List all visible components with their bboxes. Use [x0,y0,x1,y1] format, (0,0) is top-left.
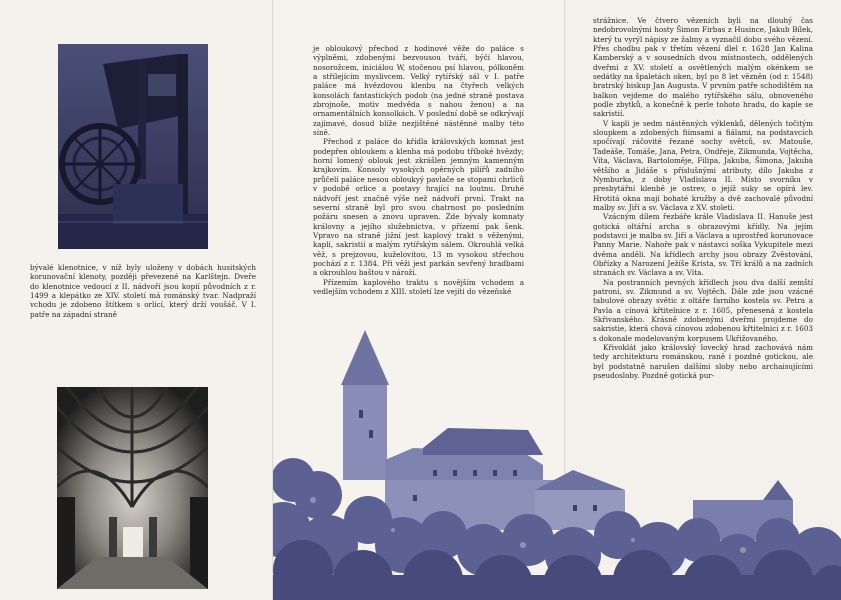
treadwheel-photo [58,44,208,249]
paragraph: bývalé klenotnice, v níž byly uloženy v dobách husitských korunovační klenoty, později převezené na Karlštejn. Dveře do klenotnice vedoucí z II. nádvoří jsou kopií původních z r. 1499 a klepátko ze XIV. století má románský tvar. Nadpraží vchodu je zdobeno štítkem s orlicí, který drží voušáč. V I. patře na západní straně [30,263,256,319]
castle-illustration [273,330,841,600]
paragraph: Přízemím kaplového traktu s novějším vchodem a vedlejším vchodem z XIII. století lze vejíti do vězeňské [313,277,524,296]
left-panel [0,0,273,600]
paragraph: Křivoklát jako královský lovecký hrad zachovává nám tedy architekturu románskou, raně i pozdně gotickou, ale byl podstatně narušen dalšími sloby nebo archaisujícími pseudosloby. Pozdně gotická pur- [593,343,813,381]
middle-text-block [313,44,524,296]
paragraph: strážnice. Ve čtvero vězeních byli na dlouhý čas nedobrovolnými hosty Šimon Firbas z Husince, Jakub Bílek, který tu vyrýl nápisy ze žalmy a vyznačil dobu svého vězení. Přes chodbu pak v třetím vězení dlel r. 1628 Jan Kalina Kamberský a v sousedních dvou místnostech, oddělených dveřmi z XV. století a osvětlených malým okénkem se sedátky na špaletách oken, byl po 8 let vězněn (od r. 1548) bratrský biskup Jan Augusta. V prvním patře schodištěm na balkon vejdeme do malého rytířského sálu, obnoveného podle zbytků, a konečně k perle tohoto hradu, do kaple se sakristií. [593,16,813,119]
paragraph: je obloukový přechod z hodinové věže do paláce s výplněmi, zdobenými bezvousou tváří, býčí hlavou, nosorožcem, iniciálou W, stočenou psí hlavou, pólkoněm a střílejícím myslivcem. Velký rytířský sál v I. patře paláce má hvězdovou klenbu na čtyřech velkých konsolách fantastických podob (na jedné straně postava zbrojnoše, motiv medvěda s nahou ženou) a na ornamentálních konsolkách. V poslední době se odkrývají zajímavé, dosud blíže nezjištěné nástěnné malby této síně. [313,44,524,138]
paragraph: Přechod z paláce do křídla královských komnat jest podepřen obloukem a klenba má podobu tříboké hvězdy; horní lomený oblouk jest zkrášlen jemným kamenným krajkovím. Konsoly vysokých opěrných pilířů zadního průčelí paláce nesou obloukyý pavlače se stopami chrliců v podobě orlice a postavy hrající na loutnu. Druhé nádvoří jest značně výše než nádvoří první. Trakt na severní straně byl pro svou chatrnost po posledním požáru snesen a znovu upraven. Zde bývaly komnaty královny a jejího služebnictva, v přízemí pak šenk. Vpravo na straně jižní jest kaplový trakt s věženými, kaplí, sakristií a malým rytířským sálem. Okrouhlá velká věž, s prejzovou, kuželovitou, 13 m vysokou střechou pochází z r. 1384. Při věži jest parkán sevřený hradbami a okrouhlou baštou v nároží. [313,137,524,278]
paragraph: Vzácným dílem řezbáře krále Vladislava II. Hanuše jest gotická oltářní archa s obrazovými křídly. Na jejím podstavci je malba sv. Jiří a Václava a uprostřed korunovace Panny Marie. Nahoře pak v nástavci soška Vykupitele mezi dvěma anděli. Na křídlech archy jsou obrazy Zvěstování, Obřízky a Narození Ježíše Krista, sv. Tří králů a na zadních stranách sv. Václava a sv. Víta. [593,212,813,278]
paragraph: V kapli je sedm nástěnných výklenků, dělených točitým sloupkem a zdobených fiímsami a fiálami, na podstavcích spočívají ráčovité řezané sochy světců, sv. Matouše, Tadeáše, Tomáše, Jana, Petra, Ondřeje, Zikmunda, Vojtěcha, Víta, Václava, Bartoloměje, Filipa, Jakuba, Šimona, Jakuba většího a Jidáše s příslušnými atributy, dílo Jakuba z Nymburka, z doby Vladislava II. Místo svorníku v presbytářní klenbě je ostrev, o jejíž suky se opírá lev. Hrotitá okna mají bohaté kružby a dvě zachovalé původní malby sv. Jiří a sv. Václava z XV. století. [593,118,813,212]
right-text-block [593,16,813,380]
vaulted-hall-photo [57,387,208,589]
paragraph: Na postranních pevných křídlech jsou dva další zemští patroni, sv. Zikmund a sv. Vojtěch. Dále zde jsou vzácné tabulové obrazy světic z oltáře farního kostela sv. Petra a Pavla a cínová křtitelnice z r. 1605, přenesená z kostela Skřivanského. Krásně zdobenými dveřmi projdeme do sakristie, která chová cínovou zdobenou křtitelnici z r. 1603 s dokonale modelovaným korpusem Ukřižovaného. [593,277,813,343]
left-text-block [30,263,256,319]
